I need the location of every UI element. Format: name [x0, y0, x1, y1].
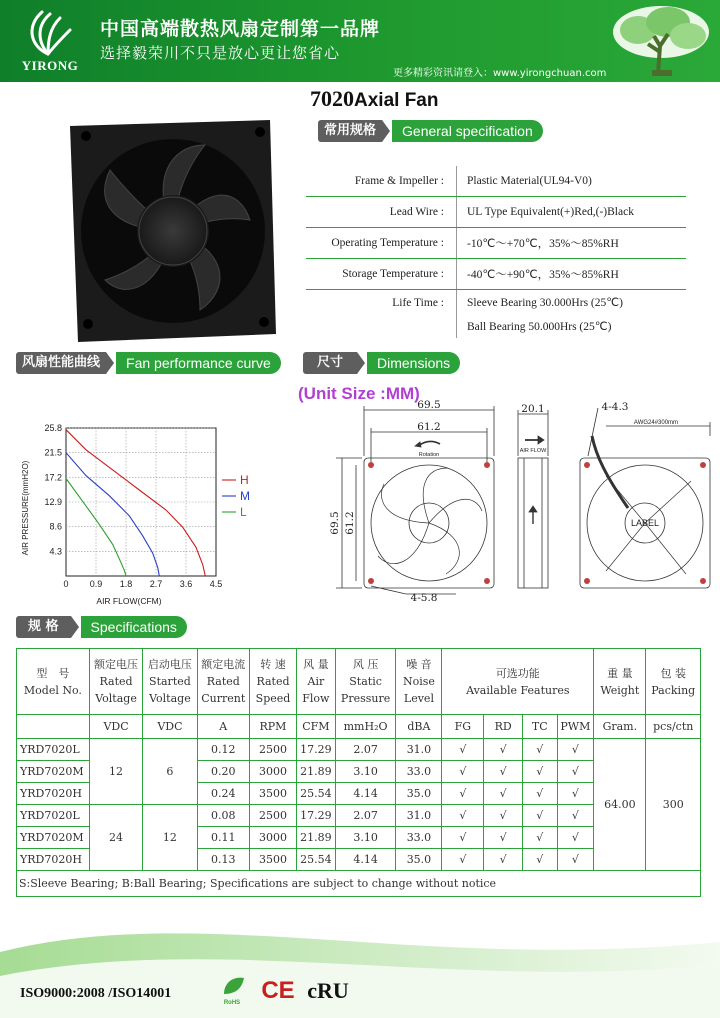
dim-depth: 20.1	[521, 403, 545, 415]
unit-cell: pcs/ctn	[646, 715, 701, 739]
x-tick-label: 0.9	[89, 579, 103, 589]
section-specifications-cn: 规 格	[16, 616, 71, 638]
section-curve-en: Fan performance curve	[116, 352, 281, 374]
check-fg: √	[442, 761, 484, 783]
flow-cell: 21.89	[297, 827, 336, 849]
pressure-cell: 4.14	[335, 783, 396, 805]
check-fg: √	[442, 849, 484, 871]
check-tc: √	[523, 849, 558, 871]
spec-value: -10℃～+70℃，35%～85%RH	[467, 238, 619, 250]
noise-cell: 35.0	[396, 783, 442, 805]
unit-cell: FG	[442, 715, 484, 739]
check-fg: √	[442, 805, 484, 827]
spec-label: Storage Temperature :	[342, 268, 444, 280]
table-footnote-row	[17, 871, 701, 897]
table-units-row	[17, 715, 701, 739]
check-tc: √	[523, 783, 558, 805]
pressure-cell: 3.10	[335, 827, 396, 849]
current-cell: 0.20	[197, 761, 249, 783]
y-tick-label: 21.5	[44, 447, 62, 458]
speed-cell: 3000	[249, 827, 296, 849]
unit-cell: RPM	[249, 715, 296, 739]
unit-cell: PWM	[557, 715, 594, 739]
noise-cell: 33.0	[396, 827, 442, 849]
model-cell: YRD7020M	[17, 761, 90, 783]
current-cell: 0.13	[197, 849, 249, 871]
check-fg: √	[442, 739, 484, 761]
product-name: Axial Fan	[354, 90, 439, 111]
unit-cell: VDC	[89, 715, 142, 739]
check-pwm: √	[557, 739, 594, 761]
pressure-cell: 2.07	[335, 739, 396, 761]
flow-cell: 17.29	[297, 805, 336, 827]
check-rd: √	[484, 783, 523, 805]
unit-cell	[17, 715, 90, 739]
section-general-en: General specification	[392, 120, 543, 142]
check-fg: √	[442, 827, 484, 849]
col-packing: 包 装 Packing	[646, 649, 701, 715]
spec-row	[306, 228, 686, 259]
spec-row	[306, 290, 686, 338]
section-general-cn: 常用规格	[318, 120, 382, 142]
specifications-table	[16, 648, 701, 897]
dimensions-drawing	[306, 396, 716, 606]
spec-value: Sleeve Bearing 30.000Hrs (25℃)	[467, 297, 623, 309]
performance-chart	[14, 418, 264, 608]
section-dimensions-header	[303, 352, 460, 374]
spec-row	[306, 259, 686, 290]
x-tick-label: 4.5	[209, 579, 223, 589]
series-line-M	[66, 453, 159, 576]
series-line-H	[66, 430, 205, 576]
certification-logos	[218, 972, 368, 1006]
legend-label-M: M	[240, 489, 250, 503]
slogan-line-2: 选择毅荣川不只是放心更让您省心	[100, 44, 341, 62]
spec-value: Ball Bearing 50.000Hrs (25℃)	[467, 321, 612, 333]
footnote: S:Sleeve Bearing; B:Ball Bearing; Specifications are subject to change without notice	[17, 871, 701, 897]
noise-cell: 33.0	[396, 761, 442, 783]
section-specifications-header	[16, 616, 187, 638]
check-rd: √	[484, 827, 523, 849]
spec-label: Frame & Impeller :	[354, 175, 444, 187]
unit-cell: VDC	[143, 715, 197, 739]
x-tick-label: 0	[63, 579, 69, 589]
product-model: 7020	[310, 86, 354, 111]
col-weight: 重 量 Weight	[594, 649, 646, 715]
dim-width: 69.5	[417, 399, 441, 411]
x-tick-label: 1.8	[119, 579, 133, 589]
speed-cell: 2500	[249, 739, 296, 761]
spec-row	[306, 197, 686, 228]
side-view	[518, 410, 548, 588]
unit-cell: RD	[484, 715, 523, 739]
flow-cell: 21.89	[297, 761, 336, 783]
model-cell: YRD7020H	[17, 783, 90, 805]
col-features: 可选功能 Available Features	[442, 649, 594, 715]
dim-bottom-hole: 4-5.8	[410, 592, 438, 604]
dim-height: 69.5	[329, 511, 341, 535]
fan-photo	[70, 120, 276, 342]
check-tc: √	[523, 827, 558, 849]
unit-cell: A	[197, 715, 249, 739]
unit-size-label: (Unit Size :MM)	[298, 384, 420, 403]
weight-cell: 64.00	[594, 739, 646, 871]
unit-cell: TC	[523, 715, 558, 739]
speed-cell: 3500	[249, 783, 296, 805]
unit-cell: mmH₂O	[335, 715, 396, 739]
general-spec-table	[306, 166, 686, 338]
check-rd: √	[484, 761, 523, 783]
spec-label: Life Time :	[392, 297, 444, 309]
section-curve-header	[16, 352, 281, 374]
col-noise: 噪 音 Noise Level	[396, 649, 442, 715]
check-fg: √	[442, 783, 484, 805]
website-link[interactable]: 更多精彩资讯请登入：www.yirongchuan.com	[393, 68, 607, 79]
noise-cell: 35.0	[396, 849, 442, 871]
y-tick-label: 12.9	[44, 497, 62, 507]
check-pwm: √	[557, 827, 594, 849]
check-tc: √	[523, 805, 558, 827]
flow-cell: 25.54	[297, 783, 336, 805]
flow-cell: 25.54	[297, 849, 336, 871]
table-row	[17, 739, 701, 761]
speed-cell: 3000	[249, 761, 296, 783]
tree-logo-icon	[608, 2, 714, 80]
ce-icon: CE	[261, 977, 295, 1004]
current-cell: 0.11	[197, 827, 249, 849]
rohs-label: RoHS	[223, 1000, 241, 1006]
check-pwm: √	[557, 761, 594, 783]
spec-label: Operating Temperature :	[331, 237, 444, 249]
col-pressure: 风 压 Static Pressure	[335, 649, 396, 715]
model-cell: YRD7020H	[17, 849, 90, 871]
rotation-label: Rotation	[418, 452, 440, 458]
model-cell: YRD7020L	[17, 805, 90, 827]
pressure-cell: 2.07	[335, 805, 396, 827]
table-header-row	[17, 649, 701, 715]
dim-hole-span: 61.2	[417, 421, 441, 433]
y-tick-label: 17.2	[44, 472, 62, 483]
col-rated-voltage: 额定电压 Rated Voltage	[89, 649, 142, 715]
noise-cell: 31.0	[396, 739, 442, 761]
check-pwm: √	[557, 849, 594, 871]
check-pwm: √	[557, 805, 594, 827]
model-cell: YRD7020L	[17, 739, 90, 761]
wire-label: AWG24#300mm	[633, 420, 679, 426]
spec-row	[306, 166, 686, 197]
certification-text: ISO9000:2008 /ISO14001	[20, 986, 172, 1001]
dim-hole-dia: 4-4.3	[601, 401, 629, 413]
y-tick-label: 8.6	[49, 521, 62, 532]
rohs-icon	[224, 978, 244, 1006]
spec-label: Lead Wire :	[389, 206, 444, 218]
packing-cell: 300	[646, 739, 701, 871]
legend-label-L: L	[240, 505, 247, 519]
col-model: 型 号 Model No.	[17, 649, 90, 715]
col-rated-current: 额定电流 Rated Current	[197, 649, 249, 715]
front-view	[336, 406, 494, 594]
model-cell: YRD7020M	[17, 827, 90, 849]
flow-cell: 17.29	[297, 739, 336, 761]
section-curve-cn: 风扇性能曲线	[16, 352, 106, 374]
y-tick-label: 4.3	[49, 546, 62, 557]
pressure-cell: 3.10	[335, 761, 396, 783]
x-tick-label: 2.7	[149, 579, 163, 589]
back-view	[580, 408, 710, 588]
unit-cell: dBA	[396, 715, 442, 739]
speed-cell: 3500	[249, 849, 296, 871]
check-tc: √	[523, 739, 558, 761]
section-general-header	[318, 120, 543, 142]
check-rd: √	[484, 849, 523, 871]
airflow-label: AIR FLOW	[519, 448, 547, 454]
speed-cell: 2500	[249, 805, 296, 827]
current-cell: 0.24	[197, 783, 249, 805]
current-cell: 0.08	[197, 805, 249, 827]
logo-text: YIRONG	[21, 58, 79, 73]
check-rd: √	[484, 739, 523, 761]
x-tick-label: 3.6	[179, 579, 193, 589]
check-tc: √	[523, 761, 558, 783]
x-axis-label: AIR FLOW(CFM)	[96, 596, 162, 606]
current-cell: 0.12	[197, 739, 249, 761]
section-dimensions-cn: 尺寸	[303, 352, 357, 374]
y-tick-label: 25.8	[44, 423, 62, 433]
rated-voltage-cell: 24	[89, 805, 142, 871]
check-rd: √	[484, 805, 523, 827]
label-text: LABEL	[630, 518, 660, 528]
slogan-line-1: 中国高端散热风扇定制第一品牌	[100, 18, 381, 40]
ul-icon: cRU	[307, 978, 349, 1003]
col-start-voltage: 启动电压 Started Voltage	[143, 649, 197, 715]
spec-value: UL Type Equivalent(+)Red,(-)Black	[467, 206, 634, 218]
chart-grid	[66, 428, 216, 576]
noise-cell: 31.0	[396, 805, 442, 827]
spec-value: Plastic Material(UL94-V0)	[467, 175, 592, 187]
col-air-flow: 风 量 Air Flow	[297, 649, 336, 715]
pressure-cell: 4.14	[335, 849, 396, 871]
start-voltage-cell: 6	[143, 739, 197, 805]
unit-cell: CFM	[297, 715, 336, 739]
y-axis-label: AIR PRESSURE(mmH2O)	[21, 460, 30, 556]
section-specifications-en: Specifications	[81, 616, 187, 638]
col-speed: 转 速 Rated Speed	[249, 649, 296, 715]
legend-label-H: H	[240, 473, 249, 487]
start-voltage-cell: 12	[143, 805, 197, 871]
rated-voltage-cell: 12	[89, 739, 142, 805]
logo-icon	[20, 6, 76, 58]
dim-height-holes: 61.2	[344, 511, 356, 535]
check-pwm: √	[557, 783, 594, 805]
unit-cell: Gram.	[594, 715, 646, 739]
product-title	[310, 86, 438, 112]
spec-value: -40℃～+90℃，35%～85%RH	[467, 269, 619, 281]
section-dimensions-en: Dimensions	[367, 352, 460, 374]
